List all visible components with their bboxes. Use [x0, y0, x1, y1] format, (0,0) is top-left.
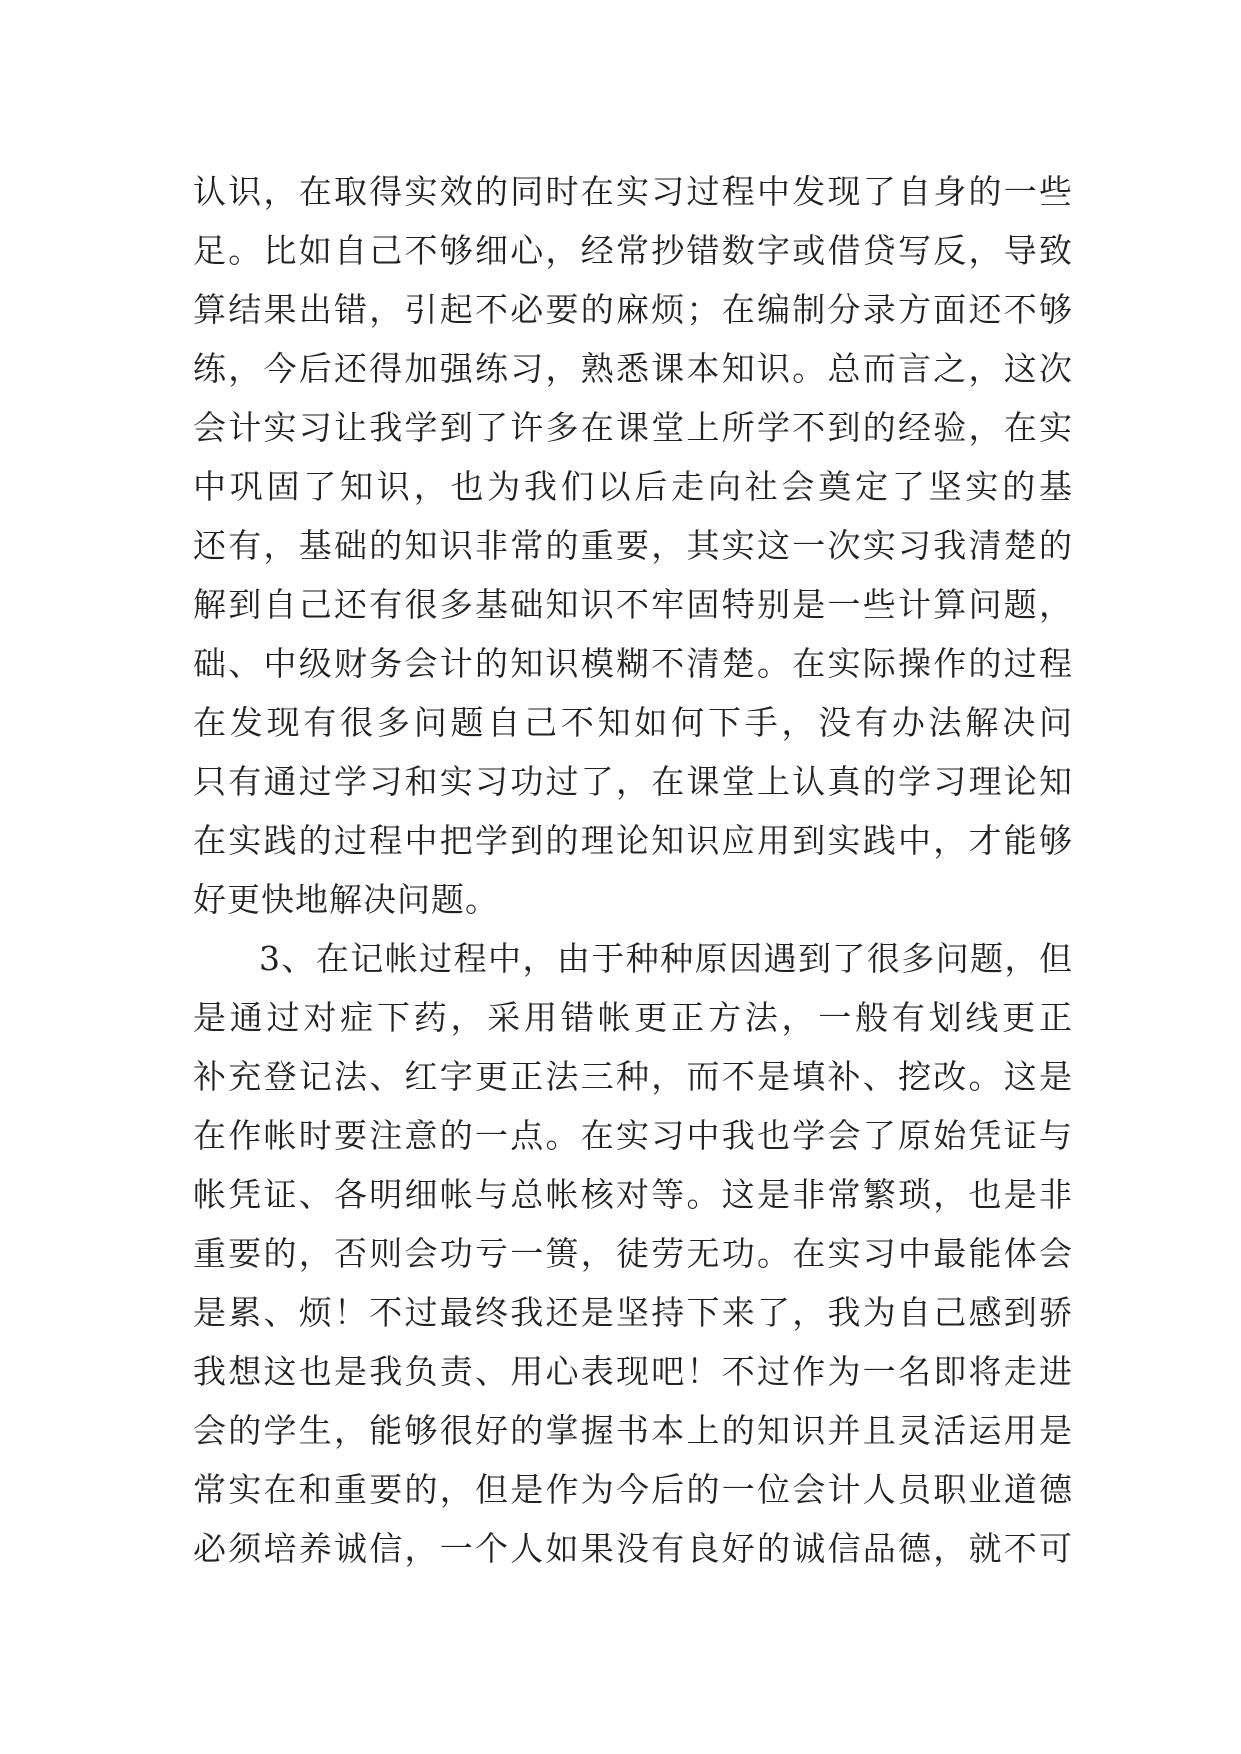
- text-line: 只有通过学习和实习功过了，在课堂上认真的学习理论知: [193, 762, 1073, 801]
- text-line: 认识，在取得实效的同时在实习过程中发现了自身的一些: [193, 172, 1073, 211]
- text-line: 常实在和重要的，但是作为今后的一位会计人员职业道德: [193, 1470, 1073, 1509]
- text-line: 重要的，否则会功亏一篑，徒劳无功。在实习中最能体会: [193, 1234, 1073, 1273]
- text-line: 帐凭证、各明细帐与总帐核对等。这是非常繁琐，也是非: [193, 1175, 1073, 1214]
- text-line: 会计实习让我学到了许多在课堂上所学不到的经验，在实: [193, 408, 1073, 447]
- body-text: [193, 162, 1073, 1578]
- text-line: 足。比如自己不够细心，经常抄错数字或借贷写反，导致: [193, 231, 1073, 270]
- text-line: 础、中级财务会计的知识模糊不清楚。在实际操作的过程: [193, 644, 1073, 683]
- text-line: 补充登记法、红字更正法三种，而不是填补、挖改。这是: [193, 1057, 1073, 1096]
- text-line: 会的学生，能够很好的掌握书本上的知识并且灵活运用是: [193, 1411, 1073, 1450]
- text-line: 解到自己还有很多基础知识不牢固特别是一些计算问题，: [193, 585, 1073, 624]
- text-line: 在作帐时要注意的一点。在实习中我也学会了原始凭证与: [193, 1116, 1073, 1155]
- text-line: 我想这也是我负责、用心表现吧！不过作为一名即将走进: [193, 1352, 1073, 1391]
- text-line: 在发现有很多问题自己不知如何下手，没有办法解决问: [193, 703, 1073, 742]
- text-line: 还有，基础的知识非常的重要，其实这一次实习我清楚的: [193, 526, 1073, 565]
- text-line: 算结果出错，引起不必要的麻烦；在编制分录方面还不够: [193, 290, 1073, 329]
- text-line-paragraph-end: 好更快地解决问题。: [193, 880, 499, 919]
- text-line: 是累、烦！不过最终我还是坚持下来了，我为自己感到骄: [193, 1293, 1073, 1332]
- text-line: 必须培养诚信，一个人如果没有良好的诚信品德，就不可: [193, 1529, 1073, 1568]
- text-line: 练，今后还得加强练习，熟悉课本知识。总而言之，这次: [193, 349, 1073, 388]
- text-line: 在实践的过程中把学到的理论知识应用到实践中，才能够: [193, 821, 1073, 860]
- text-line-paragraph-start: 3、在记帐过程中，由于种种原因遇到了很多问题，但: [259, 939, 1073, 978]
- text-line: 中巩固了知识，也为我们以后走向社会奠定了坚实的基: [193, 467, 1073, 506]
- text-line: 是通过对症下药，采用错帐更正方法，一般有划线更正: [193, 998, 1073, 1037]
